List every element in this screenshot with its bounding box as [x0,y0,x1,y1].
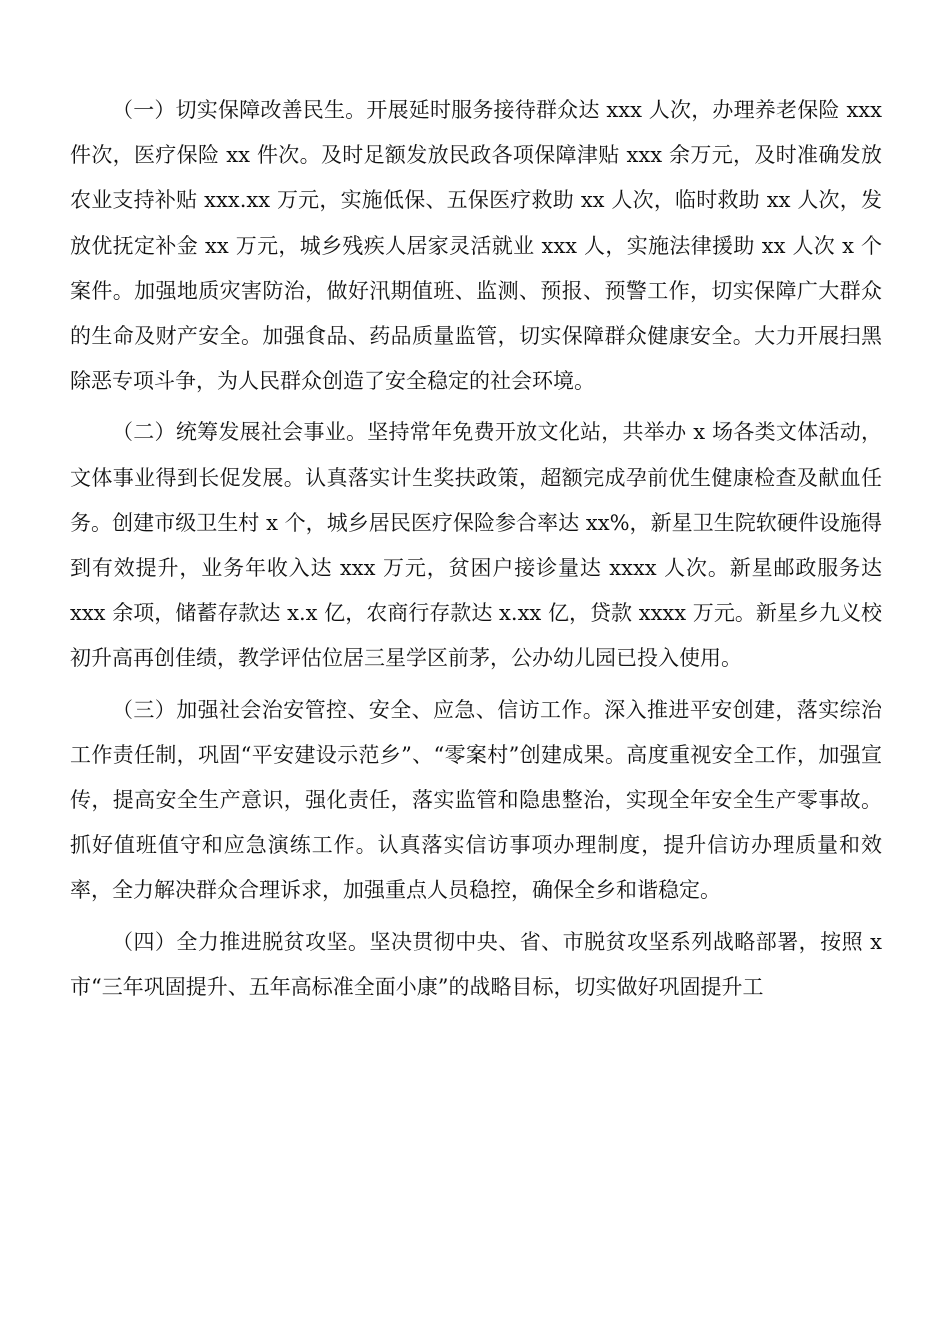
paragraph-social-affairs: （二）统筹发展社会事业。坚持常年免费开放文化站，共举办 x 场各类文体活动，文体事业得到长促发展。认真落实计生奖扶政策，超额完成孕前优生健康检查及献血任务。创建市级卫生村 x 个，城乡居民医疗保险参合率达 xx%，新星卫生院软硬件设施得到有效提升，业务年收入达 xxx 万元，贫困户接诊量达 xxxx 人次。新星邮政服务达 xxx 余项，储蓄存款达 x.x 亿，农商行存款达 x.xx 亿，贷款 xxxx 万元。新星乡九义校初升高再创佳绩，教学评估位居三星学区前茅，公办幼儿园已投入使用。 [70,420,882,671]
paragraph-poverty-alleviation: （四）全力推进脱贫攻坚。坚决贯彻中央、省、市脱贫攻坚系列战略部署，按照 x 市“三年巩固提升、五年高标准全面小康”的战略目标，切实做好巩固提升工 [70,929,882,999]
paragraph-public-security: （三）加强社会治安管控、安全、应急、信访工作。深入推进平安创建，落实综治工作责任制，巩固“平安建设示范乡”、“零案村”创建成果。高度重视安全工作，加强宣传，提高安全生产意识，强化责任，落实监管和隐患整治，实现全年安全生产零事故。抓好值班值守和应急演练工作。认真落实信访事项办理制度，提升信访办理质量和效率，全力解决群众合理诉求，加强重点人员稳控，确保全乡和谐稳定。 [70,697,882,903]
document-page [70,88,882,1010]
paragraph-livelihood: （一）切实保障改善民生。开展延时服务接待群众达 xxx 人次，办理养老保险 xxx 件次，医疗保险 xx 件次。及时足额发放民政各项保障津贴 xxx 余万元，及时准确发放农业支持补贴 xxx.xx 万元，实施低保、五保医疗救助 xx 人次，临时救助 xx 人次，发放优抚定补金 xx 万元，城乡残疾人居家灵活就业 xxx 人，实施法律援助 xx 人次 x 个案件。加强地质灾害防治，做好汛期值班、监测、预报、预警工作，切实保障广大群众的生命及财产安全。加强食品、药品质量监管，切实保障群众健康安全。大力开展扫黑除恶专项斗争，为人民群众创造了安全稳定的社会环境。 [70,98,882,394]
